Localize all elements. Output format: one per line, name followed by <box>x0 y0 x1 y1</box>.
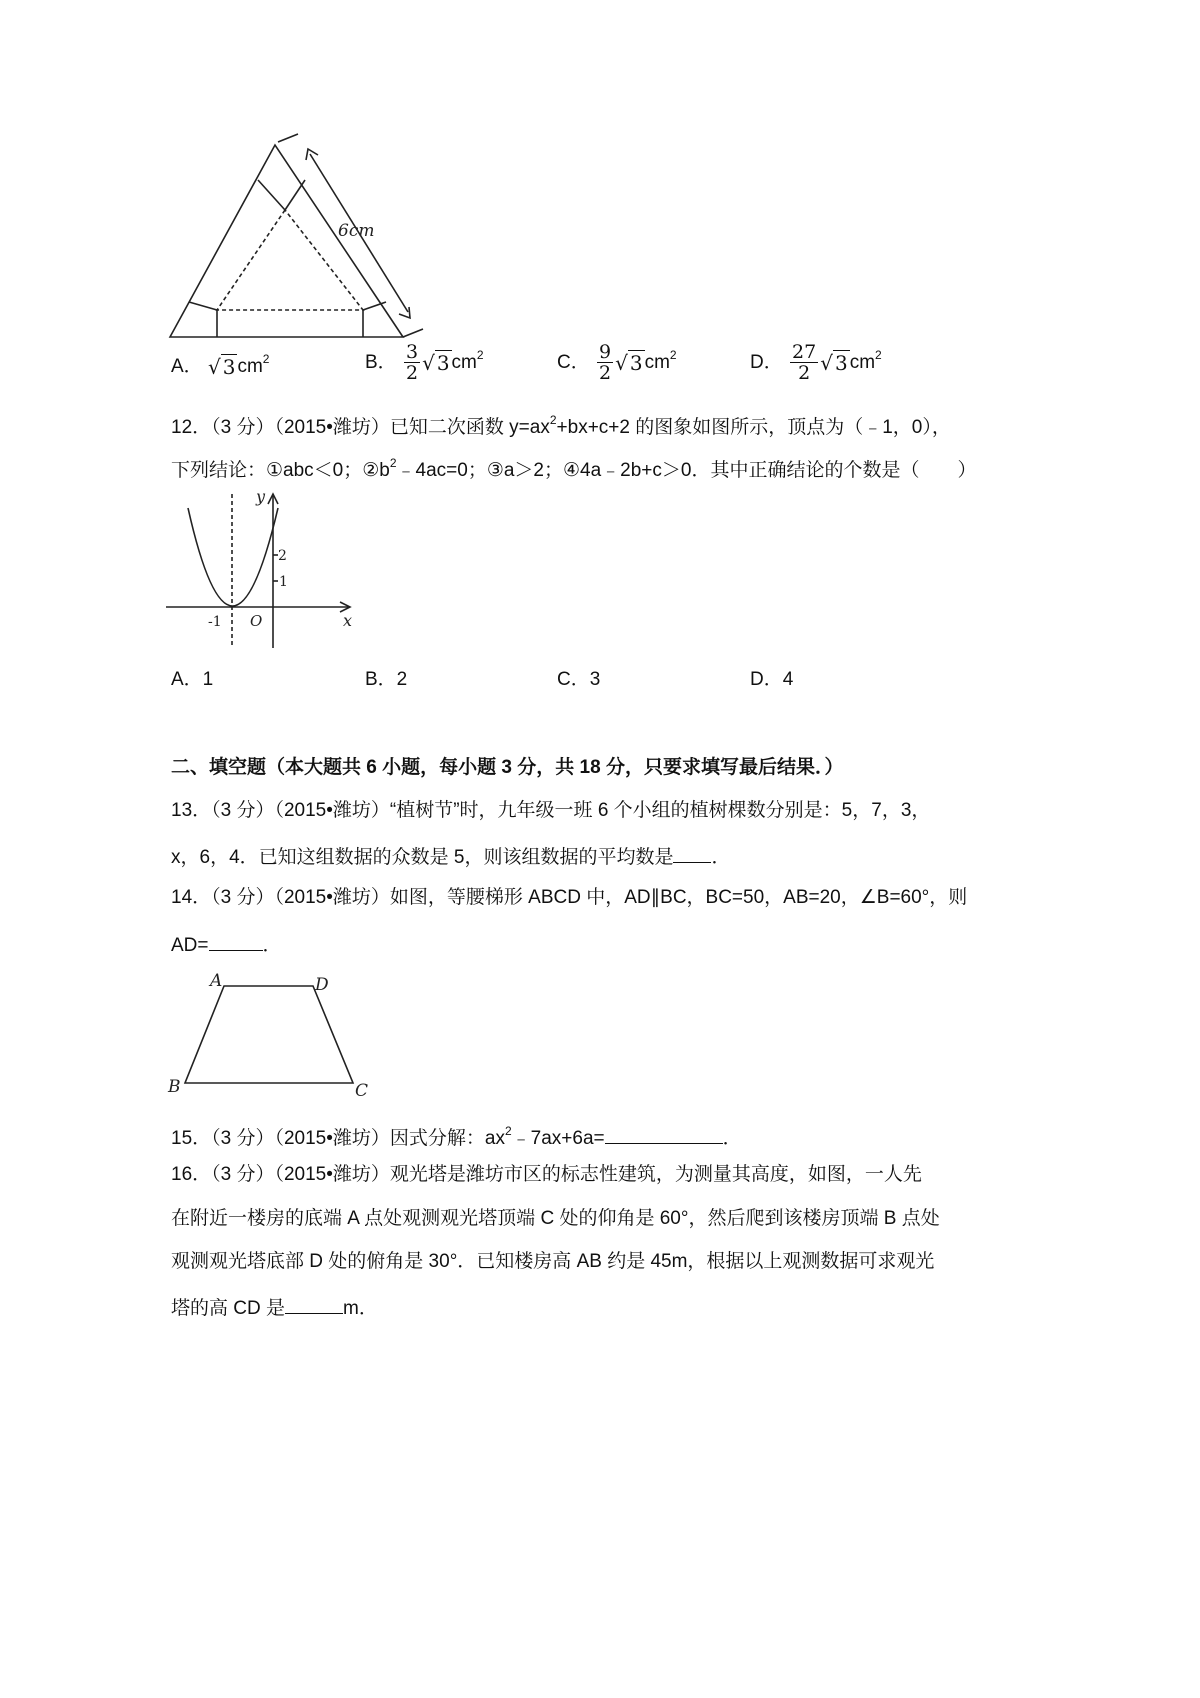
sqrt-symbol: √ 3 <box>422 350 450 375</box>
sqrt-symbol: √ 3 <box>820 350 848 375</box>
x-axis-label: x <box>343 611 353 630</box>
q16-line-1: 16．（3 分）（2015•潍坊）观光塔是潍坊市区的标志性建筑，为测量其高度，如图，一人先 <box>171 1164 922 1185</box>
sqrt-symbol: √ 3 <box>207 354 236 379</box>
tick-2-label: 2 <box>278 548 287 564</box>
q14-line-1: 14．（3 分）（2015•潍坊）如图，等腰梯形 ABCD 中，AD∥BC，BC=50，AB=20，∠B=60°，则 <box>171 887 968 908</box>
q11-option-d[interactable]: D． $\frac{27}{2}$ √ 3 $cm^2$ <box>750 341 882 385</box>
q15-answer-blank[interactable] <box>605 1123 723 1144</box>
vertex-c-label: C <box>355 1081 369 1101</box>
vertex-a-label: A <box>210 971 223 991</box>
section-2-title: 二、填空题（本大题共 6 小题，每小题 3 分，共 18 分，只要求填写最后结果．） <box>171 757 844 778</box>
fraction: $\frac{9}{2}$ <box>599 341 612 385</box>
q12-line-2: 下列结论：①abc＜0；$②b^2﹣4ac=0$；③a＞2；④4a﹣2b+c＞0．其中正确结论的个数是（ ） <box>171 456 977 481</box>
q12-option-b[interactable]: B．2 <box>365 669 408 690</box>
q14-trapezoid-figure <box>160 968 380 1108</box>
q11-side-label: 6cm <box>338 221 375 241</box>
q13-line-1: 13．（3 分）（2015•潍坊）“植树节”时，九年级一班 6 个小组的植树棵数分别是：5，7，3， <box>171 800 931 821</box>
y-axis-label: y <box>256 487 266 506</box>
q12-parabola-graph <box>160 488 360 653</box>
vertex-b-label: B <box>168 1077 181 1097</box>
q16-line-3: 观测观光塔底部 D 处的俯角是 30°．已知楼房高 AB 约是 45m，根据以上观测数据可求观光 <box>171 1251 935 1272</box>
q11-option-b[interactable]: B． $\frac{3}{2}$ √ 3 $cm^2$ <box>365 341 484 385</box>
q14-line-2: AD= ． <box>171 930 282 959</box>
q15-line: 15．（3 分）（2015•潍坊）因式分解：$ax^2﹣7ax+6a=$ ． <box>171 1124 742 1149</box>
tick-neg1-label: -1 <box>208 614 222 630</box>
q11-triangle-figure <box>160 130 460 345</box>
sqrt-symbol: √ 3 <box>615 350 643 375</box>
q16-answer-blank[interactable] <box>285 1293 343 1314</box>
q12-option-a[interactable]: A．1 <box>171 669 214 690</box>
q13-answer-blank[interactable] <box>673 842 711 863</box>
q12-line-1: 12．（3 分）（2015•潍坊）已知二次函数 $y=ax^2+bx+c+2$ 的图象如图所示，顶点为（﹣1，0）， <box>171 413 951 438</box>
origin-label: O <box>250 612 263 630</box>
fraction: $\frac{3}{2}$ <box>405 341 419 385</box>
fraction: $\frac{27}{2}$ <box>792 341 817 385</box>
q12-option-d[interactable]: D．4 <box>750 669 794 690</box>
q14-answer-blank[interactable] <box>209 930 263 951</box>
q16-line-4: 塔的高 CD 是 m． <box>171 1293 378 1322</box>
q11-option-a[interactable]: A． √ 3 $cm^2$ <box>171 352 270 379</box>
q12-option-c[interactable]: C．3 <box>557 669 601 690</box>
q16-line-2: 在附近一楼房的底端 A 点处观测观光塔顶端 C 处的仰角是 60°，然后爬到该楼房顶端 B 点处 <box>171 1208 940 1229</box>
tick-1-label: 1 <box>279 574 288 590</box>
q11-option-c[interactable]: C． $\frac{9}{2}$ √ 3 $cm^2$ <box>557 341 677 385</box>
q13-line-2: x，6，4．已知这组数据的众数是 5，则该组数据的平均数是 ． <box>171 842 731 871</box>
vertex-d-label: D <box>315 975 329 995</box>
